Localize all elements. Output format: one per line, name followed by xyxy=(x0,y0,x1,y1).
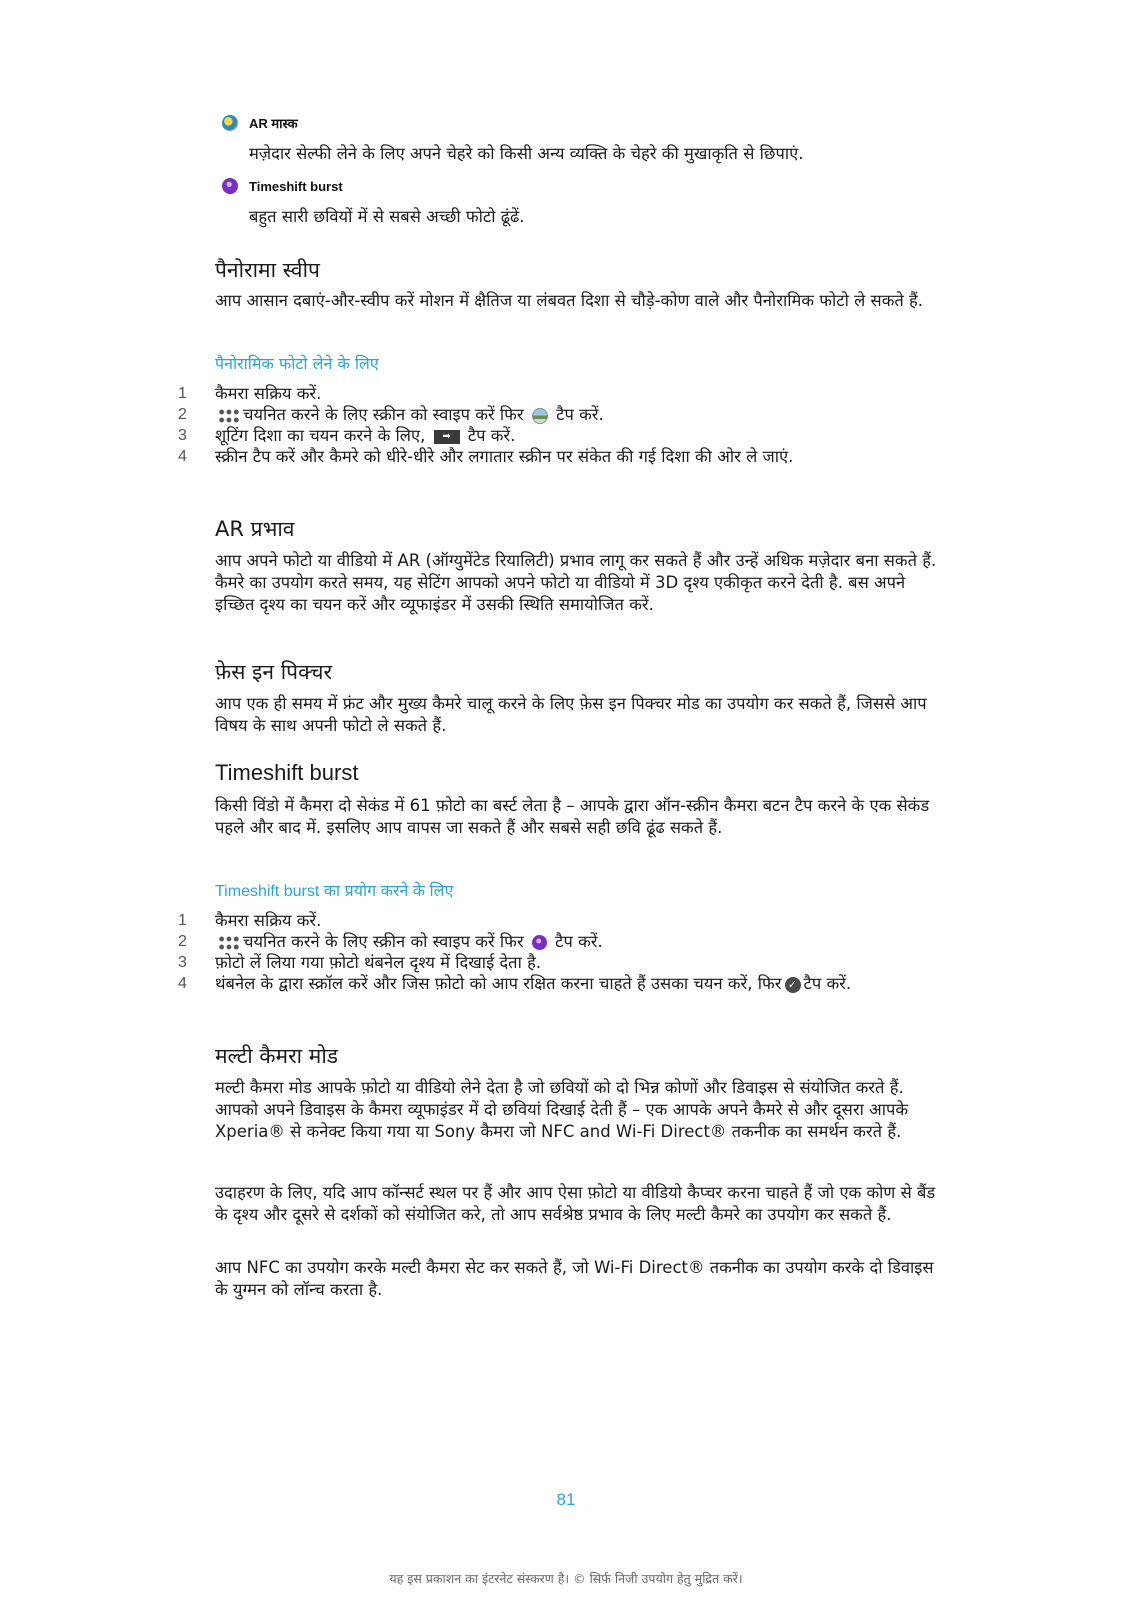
mode-grid-icon xyxy=(218,935,240,951)
timeshift-burst-icon xyxy=(222,178,238,194)
step-number: 1 xyxy=(178,912,187,929)
step-text: चयनित करने के लिए स्क्रीन को स्वाइप करें फिर xyxy=(243,405,524,424)
multi-camera-heading: मल्टी कैमरा मोड xyxy=(215,1044,339,1068)
panorama-body: आप आसान दबाएं-और-स्वीप करें मोशन में क्षैतिज या लंबवत दिशा से चौड़े-कोण वाले और पैनोरामिक फोटो ले सकते हैं. xyxy=(215,291,924,310)
step-text: टैप करें. xyxy=(803,974,852,993)
step-number: 1 xyxy=(178,385,187,402)
timeshift-subheading: Timeshift burst का प्रयोग करने के लिए xyxy=(215,883,454,900)
timeshift-body: किसी विंडो में कैमरा दो सेकंड में 61 फ़ोटो का बर्स्ट लेता है – आपके द्वारा ऑन-स्क्रीन कैमरा बटन टैप करने के एक सेकंड पहले और बाद में. इसलिए आप वापस जा सकते हैं और सबसे सही छवि ढूंढ सकते हैं. xyxy=(215,796,930,837)
step-item xyxy=(178,952,938,973)
face-in-picture-body: आप एक ही समय में फ्रंट और मुख्य कैमरे चालू करने के लिए फ़ेस इन पिक्चर मोड का उपयोग कर सकते हैं, जिससे आप विषय के साथ अपनी फोटो ले सकते हैं. xyxy=(215,694,927,735)
panorama-heading: पैनोरामा स्वीप xyxy=(215,258,320,282)
step-text: थंबनेल के द्वारा स्क्रॉल करें और जिस फ़ोटो को आप रक्षित करना चाहते हैं उसका चयन करें, फिर xyxy=(215,974,782,993)
panorama-steps xyxy=(178,383,938,467)
step-item xyxy=(178,910,938,931)
mode-title: AR मास्क xyxy=(249,116,298,131)
step-text: कैमरा सक्रिय करें. xyxy=(215,384,322,403)
step-number: 4 xyxy=(178,975,187,992)
step-text: शूटिंग दिशा का चयन करने के लिए, xyxy=(215,426,426,445)
footer-note: यह इस प्रकाशन का इंटरनेट संस्करण है। © सिर्फ निजी उपयोग हेतु मुद्रित करें। xyxy=(389,1571,743,1586)
direction-arrow-icon: ➡ xyxy=(434,430,460,444)
mode-description: मज़ेदार सेल्फी लेने के लिए अपने चेहरे को किसी अन्य व्यक्ति के चेहरे की मुखाकृति से छिपाएं. xyxy=(249,144,804,163)
step-number: 2 xyxy=(178,933,187,950)
step-number: 3 xyxy=(178,427,187,444)
checkmark-icon: ✓ xyxy=(785,977,801,993)
step-text: कैमरा सक्रिय करें. xyxy=(215,911,322,930)
step-number: 2 xyxy=(178,406,187,423)
ar-effect-heading: AR प्रभाव xyxy=(215,517,295,541)
ar-mask-icon xyxy=(222,115,238,131)
step-text: स्क्रीन टैप करें और कैमरे को धीरे-धीरे और लगातार स्क्रीन पर संकेत की गई दिशा की ओर ले जाएं. xyxy=(215,447,794,466)
step-text: टैप करें. xyxy=(467,426,516,445)
multi-camera-paragraph: मल्टी कैमरा मोड आपके फ़ोटो या वीडियो लेने देता है जो छवियों को दो भिन्न कोणों और डिवाइस से संयोजित करते हैं. आपको अपने डिवाइस के कैमरा व्यूफाइंडर में दो छवियां दिखाई देती हैं – एक आपके अपने कैमरे से और दूसरा आपके Xperia® से कनेक्ट किया गया या Sony कैमरा जो NFC and Wi-Fi Direct® तकनीक का समर्थन करते हैं. xyxy=(215,1078,909,1141)
timeshift-steps xyxy=(178,910,938,994)
step-item xyxy=(178,446,938,467)
panorama-subheading: पैनोरामिक फोटो लेने के लिए xyxy=(215,354,379,373)
step-text: टैप करें. xyxy=(556,405,604,424)
step-item xyxy=(178,973,938,994)
mode-timeshift-burst xyxy=(222,176,1002,227)
multi-camera-paragraph: आप NFC का उपयोग करके मल्टी कैमरा सेट कर सकते हैं, जो Wi-Fi Direct® तकनीक का उपयोग करके दो डिवाइस के युग्मन को लॉन्च करता है. xyxy=(215,1258,934,1299)
face-in-picture-heading: फ़ेस इन पिक्चर xyxy=(215,660,333,684)
step-text: चयनित करने के लिए स्क्रीन को स्वाइप करें फिर xyxy=(243,932,524,951)
step-number: 3 xyxy=(178,954,187,971)
multi-camera-paragraph: उदाहरण के लिए, यदि आप कॉन्सर्ट स्थल पर हैं और आप ऐसा फ़ोटो या वीडियो कैप्चर करना चाहते हैं जो एक कोण से बैंड के दृश्य और दूसरे से दर्शकों को संयोजित करे, तो आप सर्वश्रेष्ठ प्रभाव के लिए मल्टी कैमरे का उपयोग कर सकते हैं. xyxy=(215,1183,936,1224)
step-item xyxy=(178,931,938,952)
mode-description: बहुत सारी छवियों में से सबसे अच्छी फोटो ढूंढें. xyxy=(249,207,525,226)
mode-grid-icon xyxy=(218,408,240,424)
timeshift-heading: Timeshift burst xyxy=(215,760,359,785)
ar-effect-body: आप अपने फोटो या वीडियो में AR (ऑग्युमेंटेड रियालिटी) प्रभाव लागू कर सकते हैं और उन्हें अधिक मज़ेदार बना सकते हैं. कैमरे का उपयोग करते समय, यह सेटिंग आपको अपने फोटो या वीडियो में 3D दृश्य एकीकृत करने देती है. बस अपने इच्छित दृश्य का चयन करें और व्यूफाइंडर में उसकी स्थिति समायोजित करें. xyxy=(215,551,937,614)
step-item xyxy=(178,383,938,404)
step-text: फ़ोटो लें लिया गया फ़ोटो थंबनेल दृश्य में दिखाई देता है. xyxy=(215,953,542,972)
step-item xyxy=(178,404,938,425)
page-number: 81 xyxy=(556,1490,576,1509)
mode-ar-mask xyxy=(222,113,1002,164)
timeshift-burst-icon xyxy=(532,935,547,950)
panorama-icon xyxy=(532,408,548,424)
mode-title: Timeshift burst xyxy=(249,178,343,194)
step-item xyxy=(178,425,938,446)
step-text: टैप करें. xyxy=(555,932,603,951)
step-number: 4 xyxy=(178,448,187,465)
